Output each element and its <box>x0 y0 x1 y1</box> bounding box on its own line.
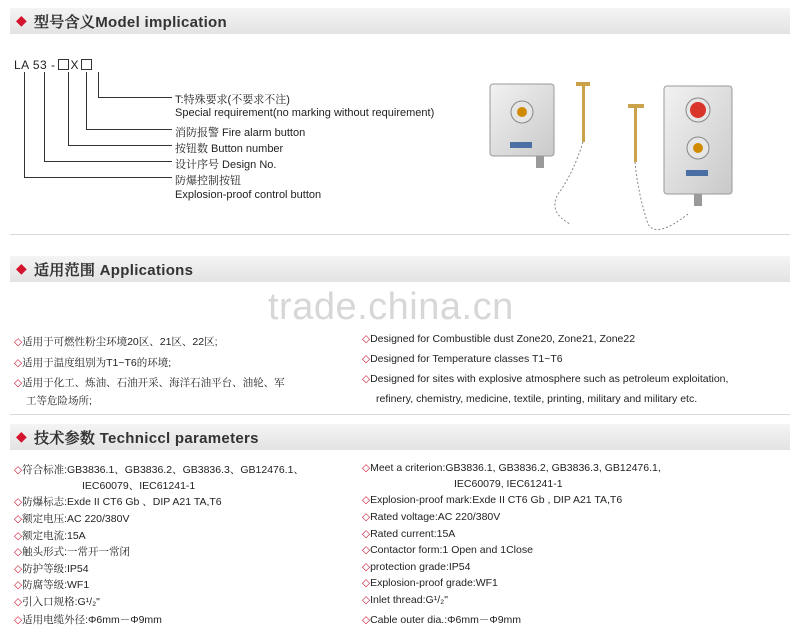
section-header-applications <box>10 256 790 282</box>
legend-special-en: Special requirement(no marking without requirement) <box>175 107 435 119</box>
app-en-2: ◇Designed for Temperature classes T1~T6 <box>362 353 563 365</box>
param-cn-8: ◇防腐等级:WF1 <box>14 579 90 591</box>
app-cn-1: ◇适用于可燃性粉尘环境20区、21区、22区; <box>14 336 218 348</box>
app-cn-3: ◇适用于化工、炼油、石油开采、海洋石油平台、油轮、军 <box>14 377 285 389</box>
param-cn-9: ◇引入口规格:G¹/₂" <box>14 596 100 608</box>
section-title: 适用范围 Applications <box>34 262 194 279</box>
model-mid: X <box>70 58 80 72</box>
app-en-1: ◇Designed for Combustible dust Zone20, Zone21, Zone22 <box>362 333 636 345</box>
legend-special-cn: T:特殊要求(不要求不注) <box>175 94 290 106</box>
model-code <box>14 58 94 72</box>
watermark: trade.china.cn <box>268 286 514 328</box>
legend-explosion-en: Explosion-proof control button <box>175 189 322 201</box>
model-prefix: LA 53 - <box>14 58 56 72</box>
app-cn-4: 工等危险场所; <box>26 395 92 407</box>
param-en-5: ◇Rated current:15A <box>362 528 456 540</box>
param-cn-5: ◇额定电流:15A <box>14 530 86 542</box>
param-cn-2: IEC60079、IEC61241-1 <box>82 480 196 492</box>
param-cn-4: ◇额定电压:AC 220/380V <box>14 513 130 525</box>
app-cn-2: ◇适用于温度组别为T1~T6的环境; <box>14 357 172 369</box>
param-cn-10: ◇适用电缆外径:Φ6mm－Φ9mm <box>14 614 162 626</box>
placeholder-box <box>81 59 92 70</box>
app-en-3: ◇Designed for sites with explosive atmosphere such as petroleum exploitation, <box>362 373 729 385</box>
param-en-10: ◇Cable outer dia.:Φ6mm－Φ9mm <box>362 614 522 626</box>
diamond-icon: ◆ <box>16 260 27 276</box>
param-cn-6: ◇触头形式:一常开一常闭 <box>14 546 130 558</box>
param-cn-3: ◇防爆标志:Exde II CT6 Gb 、DIP A21 TA,T6 <box>14 496 222 508</box>
app-en-4: refinery, chemistry, medicine, textile, printing, military and military etc. <box>376 393 698 405</box>
section-title: 技术参数 Techniccl parameters <box>34 430 259 447</box>
placeholder-box <box>58 59 69 70</box>
param-en-6: ◇Contactor form:1 Open and 1Close <box>362 544 533 556</box>
legend-fire-alarm: 消防报警 Fire alarm button <box>175 127 306 139</box>
legend-design-no: 设计序号 Design No. <box>175 159 277 171</box>
param-en-8: ◇Explosion-proof grade:WF1 <box>362 577 498 589</box>
legend-explosion-cn: 防爆控制按钮 <box>175 175 241 187</box>
param-en-3: ◇Explosion-proof mark:Exde II CT6 Gb , DIP A21 TA,T6 <box>362 494 623 506</box>
param-en-4: ◇Rated voltage:AC 220/380V <box>362 511 501 523</box>
section-header-model <box>10 8 790 34</box>
section-header-parameters <box>10 424 790 450</box>
section-title: 型号含义Model implication <box>34 14 227 31</box>
param-en-1: ◇Meet a criterion:GB3836.1, GB3836.2, GB3836.3, GB12476.1, <box>362 462 661 474</box>
product-photo <box>488 74 748 244</box>
legend-button-number: 按钮数 Button number <box>175 143 284 155</box>
diamond-icon: ◆ <box>16 12 27 28</box>
param-en-9: ◇Inlet thread:G¹/₂" <box>362 594 448 606</box>
param-cn-7: ◇防护等级:IP54 <box>14 563 89 575</box>
param-en-7: ◇protection grade:IP54 <box>362 561 471 573</box>
param-en-2: IEC60079, IEC61241-1 <box>454 478 563 490</box>
diamond-icon: ◆ <box>16 428 27 444</box>
param-cn-1: ◇符合标准:GB3836.1、GB3836.2、GB3836.3、GB12476.1、 <box>14 464 304 476</box>
